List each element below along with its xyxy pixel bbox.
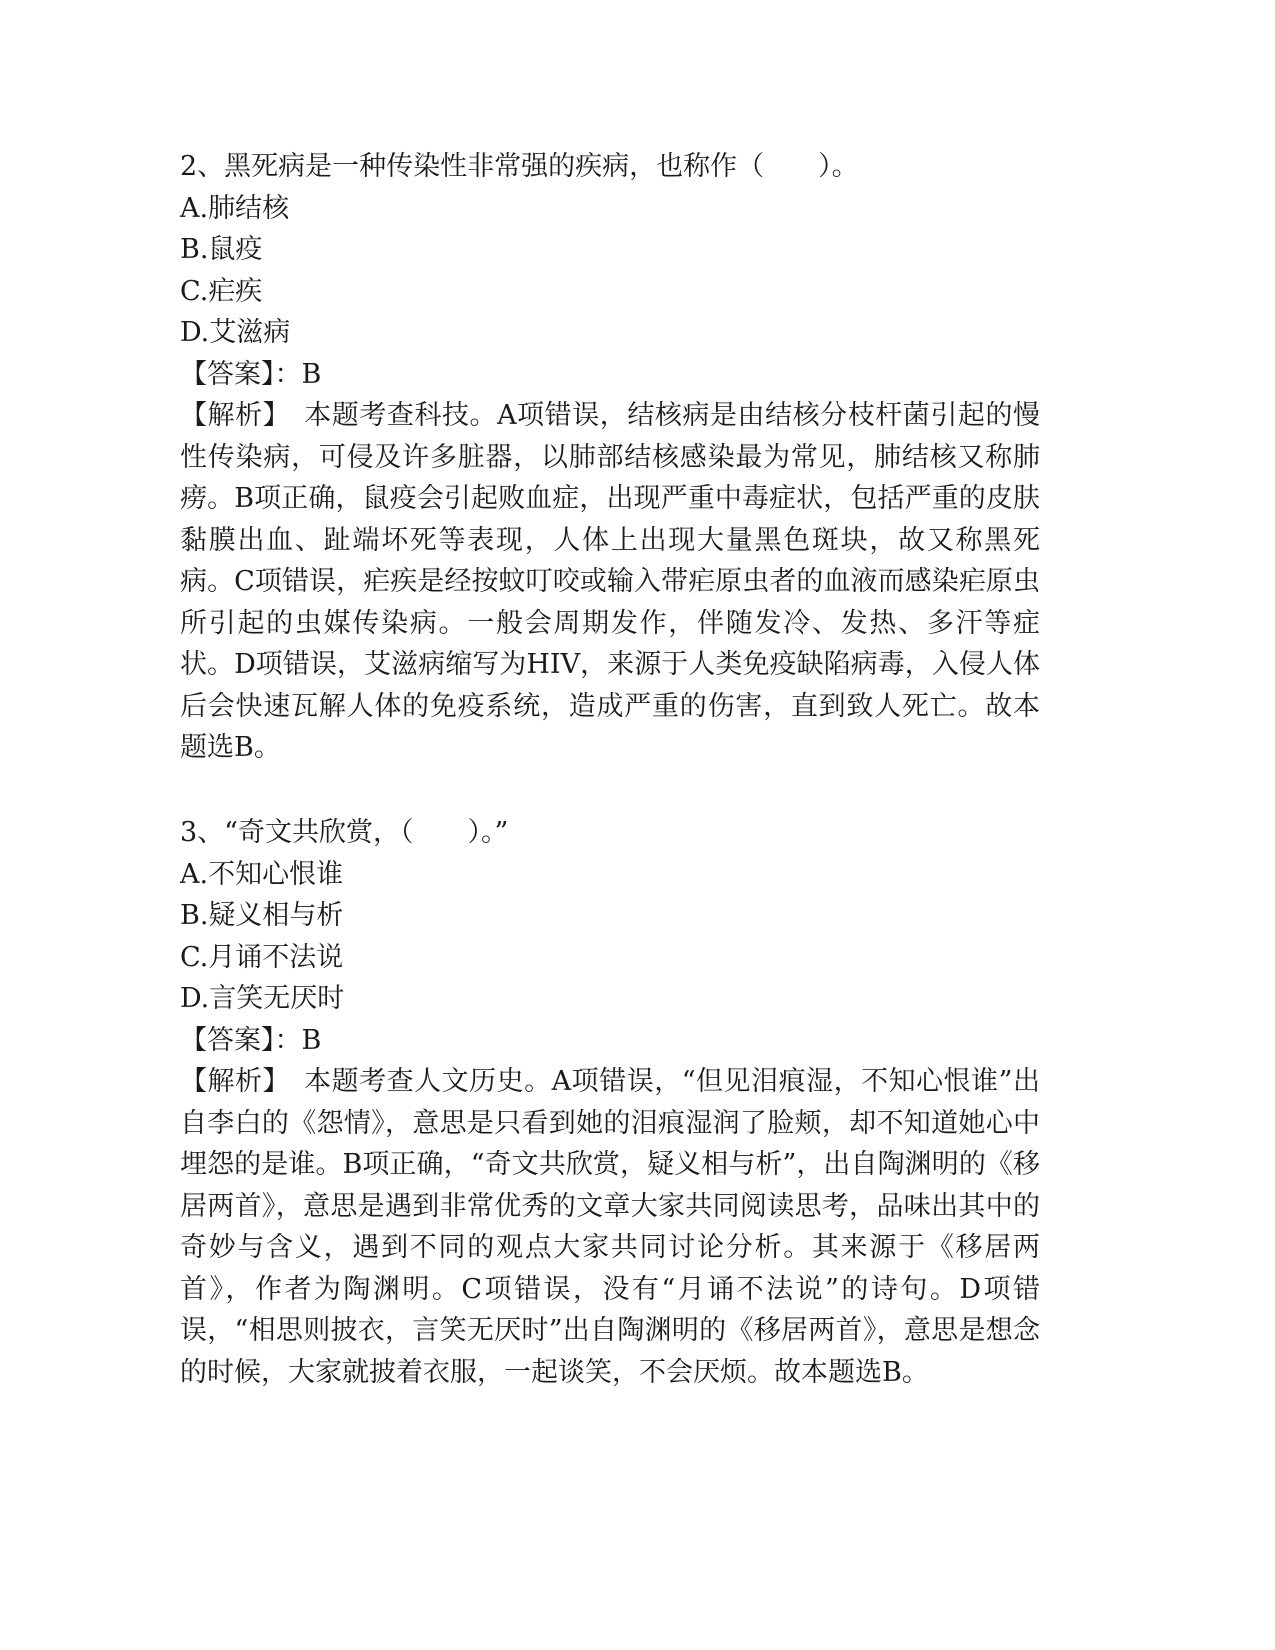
answer-line [180, 354, 1040, 396]
explanation-paragraph [180, 1061, 1040, 1393]
option-b: B.鼠疫 [180, 234, 263, 265]
explanation-label: 【解析】 [180, 400, 305, 431]
question-2 [180, 146, 1040, 769]
option-c: C.疟疾 [180, 275, 263, 307]
explanation-label: 【解析】 [180, 1066, 305, 1097]
answer-label: 【答案】： [180, 1024, 302, 1056]
question-stem: 3、“奇文共欣赏，（ ）。” [180, 817, 509, 848]
question-3 [180, 812, 1040, 1393]
option-c: C.月诵不法说 [180, 941, 344, 973]
answer-line [180, 1020, 1040, 1062]
answer-value: B [301, 1024, 322, 1056]
explanation-text: 本题考查科技。A项错误，结核病是由结核分枝杆菌引起的慢性传染病，可侵及许多脏器，以肺部结核感染最为常见，肺结核又称肺痨。B项正确，鼠疫会引起败血症，出现严重中毒症状，包括严重的皮肤黏膜出血、趾端坏死等表现，人体上出现大量黑色斑块，故又称黑死病。C项错误，疟疾是经按蚊叮咬或输入带疟原虫者的血液而感染疟原虫所引起的虫媒传染病。一般会周期发作，伴随发冷、发热、多汗等症状。D项错误，艾滋病缩写为HIV，来源于人类免疫缺陷病毒，入侵人体后会快速瓦解人体的免疫系统，造成严重的伤害，直到致人死亡。故本题选B。 [180, 400, 1041, 763]
option-b: B.疑义相与析 [180, 900, 344, 931]
explanation-text: 本题考查人文历史。A项错误，“但见泪痕湿，不知心恨谁”出自李白的《怨情》，意思是只看到她的泪痕湿润了脸颊，却不知道她心中埋怨的是谁。B项正确，“奇文共欣赏，疑义相与析”，出自陶渊明的《移居两首》，意思是遇到非常优秀的文章大家共同阅读思考，品味出其中的奇妙与含义，遇到不同的观点大家共同讨论分析。其来源于《移居两首》，作者为陶渊明。C项错误，没有“月诵不法说”的诗句。D项错误，“相思则披衣，言笑无厌时”出自陶渊明的《移居两首》，意思是想念的时候，大家就披着衣服，一起谈笑，不会厌烦。故本题选B。 [180, 1066, 1040, 1388]
option-d: D.艾滋病 [180, 317, 291, 348]
question-stem: 2、黑死病是一种传染性非常强的疾病，也称作（ ）。 [180, 151, 859, 182]
option-a: A.肺结核 [180, 192, 290, 224]
option-a: A.不知心恨谁 [180, 858, 344, 890]
answer-label: 【答案】： [180, 358, 302, 390]
option-d: D.言笑无厌时 [180, 983, 345, 1014]
explanation-paragraph [180, 395, 1040, 769]
answer-value: B [301, 358, 322, 390]
